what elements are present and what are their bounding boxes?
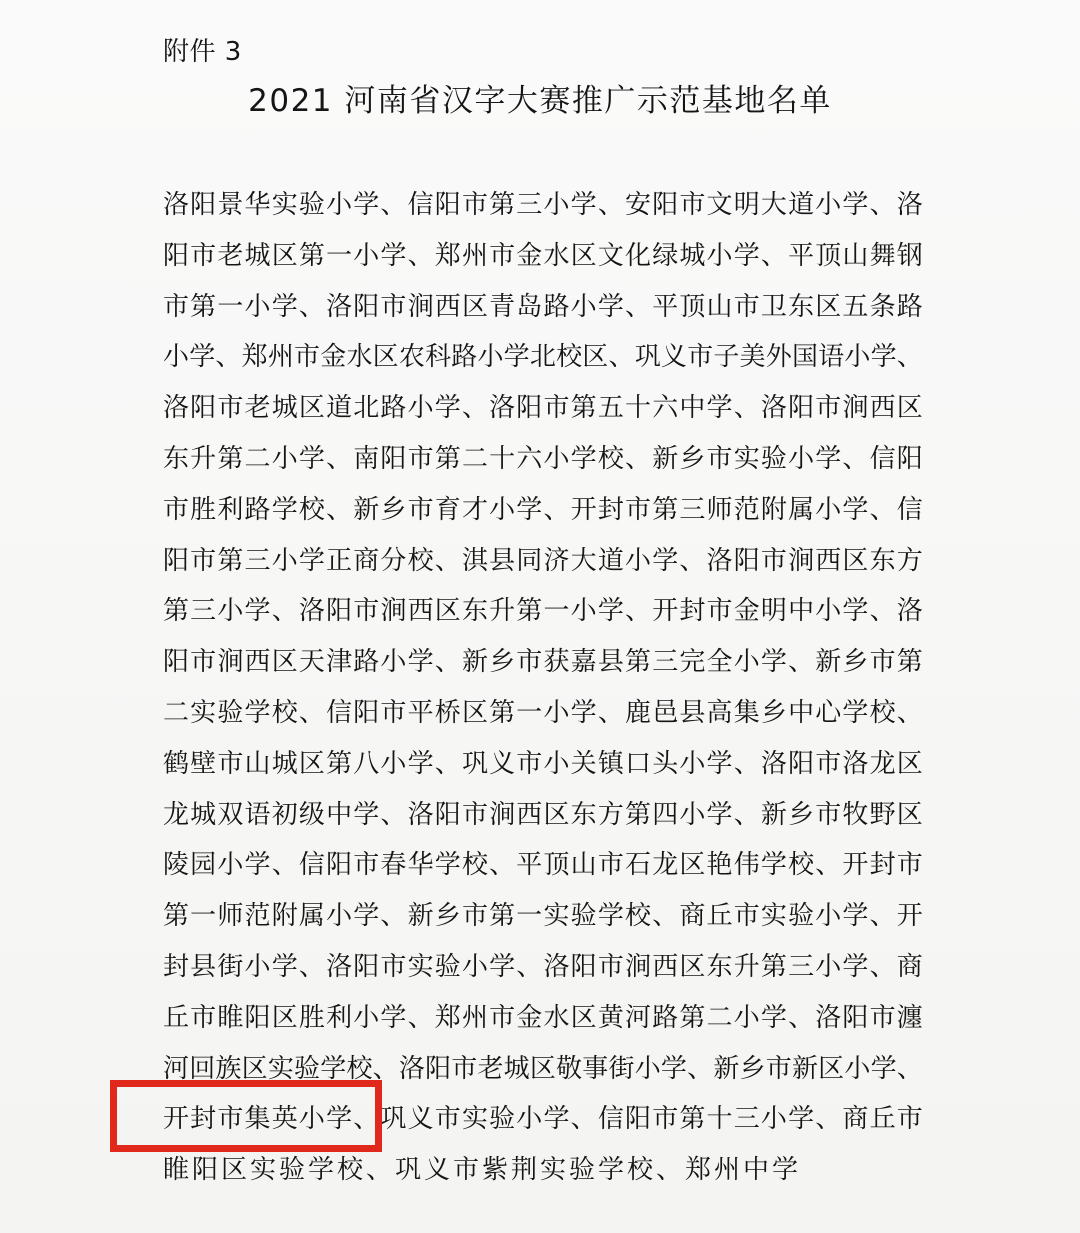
list-line: 东升第二小学、南阳市第二十六小学校、新乡市实验小学、信阳 bbox=[163, 443, 923, 474]
list-line: 丘市睢阳区胜利小学、郑州市金水区黄河路第二小学、洛阳市瀍 bbox=[163, 1002, 923, 1033]
list-line: 龙城双语初级中学、洛阳市涧西区东方第四小学、新乡市牧野区 bbox=[163, 799, 923, 830]
list-line: 阳市第三小学正商分校、淇县同济大道小学、洛阳市涧西区东方 bbox=[163, 545, 923, 576]
list-line: 睢阳区实验学校、巩义市紫荆实验学校、郑州中学 bbox=[163, 1155, 802, 1186]
list-line: 第一师范附属小学、新乡市第一实验学校、商丘市实验小学、开 bbox=[163, 901, 923, 932]
list-line: 洛阳市老城区道北路小学、洛阳市第五十六中学、洛阳市涧西区 bbox=[163, 393, 923, 424]
list-line: 阳市老城区第一小学、郑州市金水区文化绿城小学、平顶山舞钢 bbox=[163, 240, 923, 271]
list-line: 河回族区实验学校、洛阳市老城区敬事街小学、新乡市新区小学、 bbox=[163, 1053, 923, 1084]
list-line: 市第一小学、洛阳市涧西区青岛路小学、平顶山市卫东区五条路 bbox=[163, 291, 923, 322]
list-line: 鹤壁市山城区第八小学、巩义市小关镇口头小学、洛阳市洛龙区 bbox=[163, 748, 923, 779]
attachment-label: 附件 3 bbox=[163, 37, 242, 67]
list-line: 二实验学校、信阳市平桥区第一小学、鹿邑县高集乡中心学校、 bbox=[163, 697, 923, 728]
list-line-highlighted: 开封市集英小学、巩义市实验小学、信阳市第十三小学、商丘市 bbox=[163, 1104, 923, 1135]
list-line: 封县街小学、洛阳市实验小学、洛阳市涧西区东升第三小学、商 bbox=[163, 951, 923, 982]
highlight-annotation-box bbox=[110, 1080, 382, 1152]
list-line: 第三小学、洛阳市涧西区东升第一小学、开封市金明中小学、洛 bbox=[163, 596, 923, 627]
list-line: 洛阳景华实验小学、信阳市第三小学、安阳市文明大道小学、洛 bbox=[163, 190, 923, 220]
school-list bbox=[163, 180, 923, 1196]
list-line: 小学、郑州市金水区农科路小学北校区、巩义市子美外国语小学、 bbox=[163, 342, 923, 373]
document-title: 2021 河南省汉字大赛推广示范基地名单 bbox=[248, 83, 832, 119]
list-line: 阳市涧西区天津路小学、新乡市获嘉县第三完全小学、新乡市第 bbox=[163, 647, 923, 678]
list-line: 市胜利路学校、新乡市育才小学、开封市第三师范附属小学、信 bbox=[163, 494, 923, 525]
list-line: 陵园小学、信阳市春华学校、平顶山市石龙区艳伟学校、开封市 bbox=[163, 850, 923, 881]
